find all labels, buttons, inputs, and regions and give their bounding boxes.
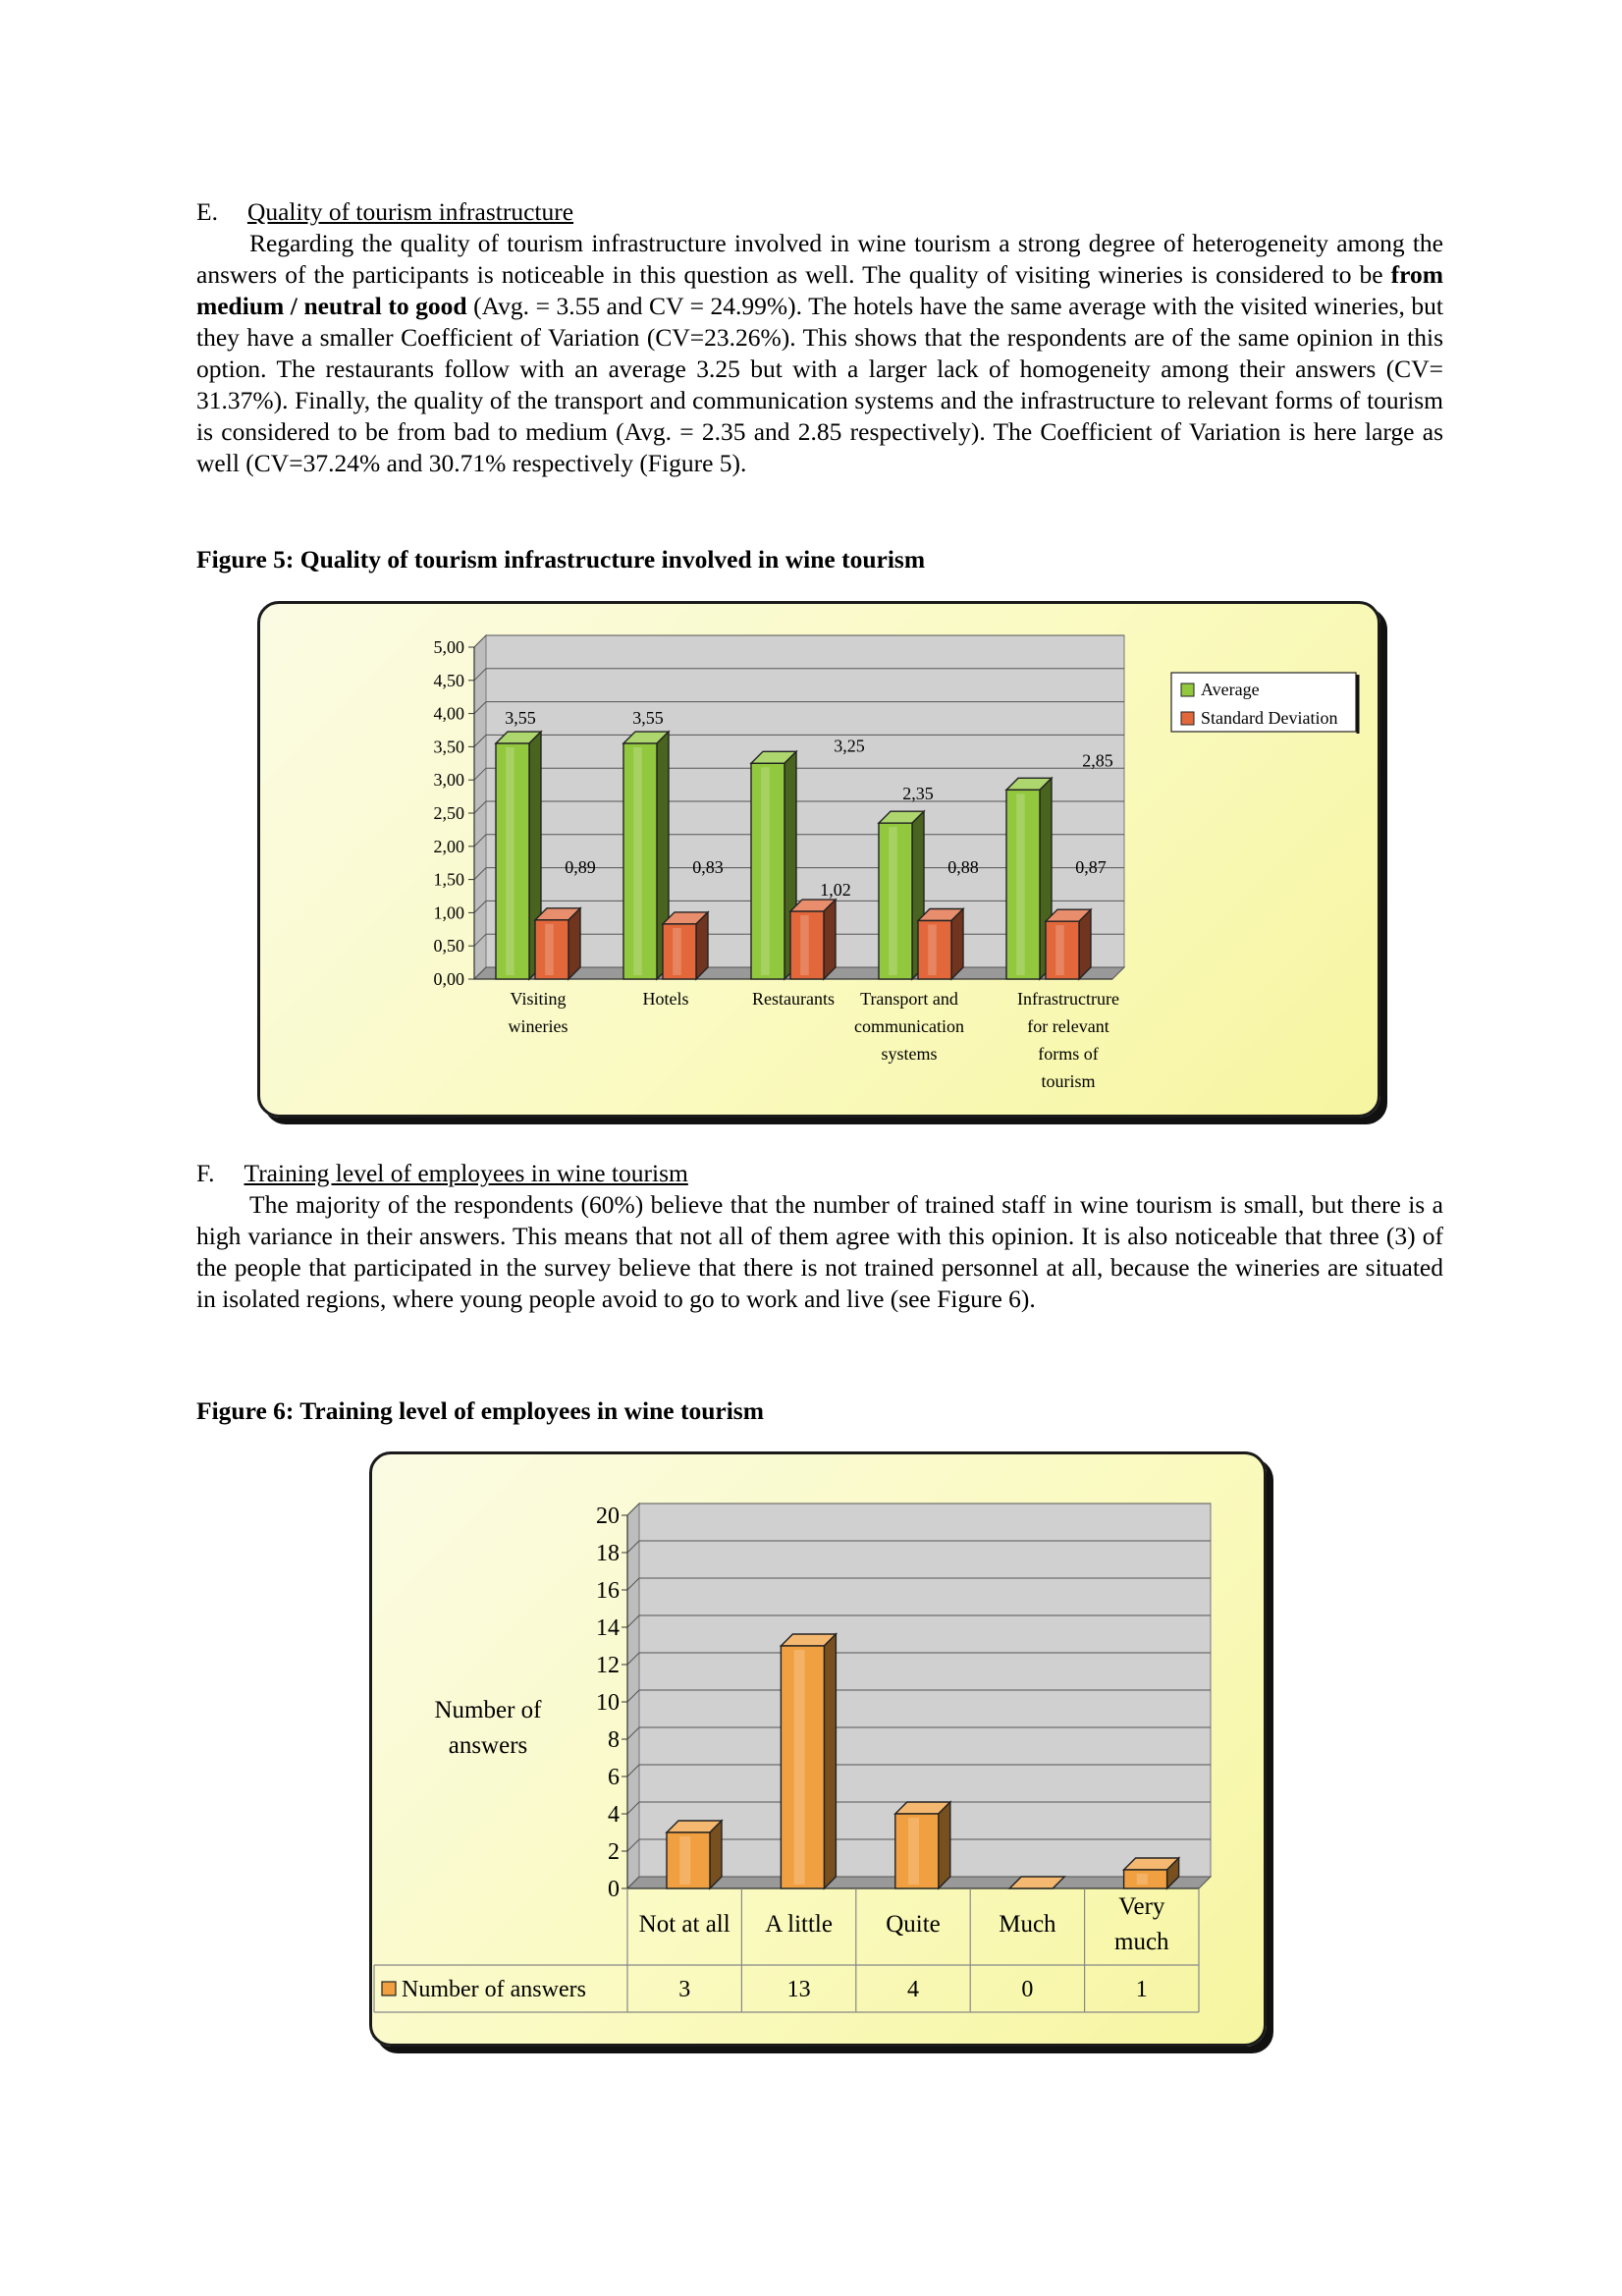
category-label: Transport and <box>860 989 958 1009</box>
stddev-bar-highlight <box>928 925 937 975</box>
section-f <box>196 1158 1443 1315</box>
stddev-bar-highlight <box>1055 925 1064 975</box>
table-value: 3 <box>678 1977 691 2002</box>
stddev-value-label: 1,02 <box>820 880 851 901</box>
average-bar-highlight <box>1016 793 1025 975</box>
average-bar-highlight <box>633 747 642 975</box>
y-tick-label: 4 <box>608 1802 620 1828</box>
answers-bar <box>781 1634 836 1888</box>
stddev-bar-highlight <box>545 924 554 975</box>
category-label: Restaurants <box>752 989 835 1009</box>
average-bar <box>1006 778 1052 979</box>
stddev-bar-side <box>568 908 580 979</box>
figure6-chart <box>372 1454 1264 2044</box>
legend-label-average: Average <box>1201 680 1260 699</box>
table-value: 0 <box>1021 1977 1034 2002</box>
category-label: tourism <box>1041 1071 1096 1091</box>
stddev-bar <box>663 912 708 979</box>
y-axis-title: Number of <box>434 1697 542 1723</box>
answers-bar-side <box>710 1821 722 1888</box>
y-tick-label: 2,00 <box>433 836 464 856</box>
section-e-body-pre: Regarding the quality of tourism infrastructure involved in wine tourism a strong degree of heterogeneity among the answers of the participants is noticeable in this question as well. The quality of visiting wineries is considered to be <box>196 229 1443 289</box>
stddev-bar-highlight <box>673 928 681 975</box>
section-f-heading <box>196 1158 1443 1189</box>
category-label: Infrastructrure <box>1017 989 1119 1009</box>
answers-bar-side <box>824 1634 836 1888</box>
category-label: forms of <box>1038 1044 1099 1064</box>
stddev-bar <box>1046 909 1091 979</box>
section-e <box>196 196 1443 479</box>
answers-bar-highlight <box>794 1650 805 1885</box>
average-bar-highlight <box>889 827 897 975</box>
y-tick-label: 12 <box>596 1653 620 1678</box>
stddev-bar-side <box>696 912 708 979</box>
section-e-heading <box>196 196 1443 228</box>
average-bar-highlight <box>761 767 770 975</box>
category-label: Visiting <box>510 989 567 1009</box>
answers-bar-highlight <box>908 1818 919 1885</box>
y-tick-label: 3,50 <box>433 737 464 757</box>
section-e-body-post: (Avg. = 3.55 and CV = 24.99%). The hotels have the same average with the visited wineries, but they have a smaller Coefficient of Variation (CV=23.26%). This shows that the respondents are of the same opinion in this option. The restaurants follow with an average 3.25 but with a larger lack of homogeneity among their answers (CV= 31.37%). Finally, the quality of the transport and communication systems and the infrastructure to relevant forms of tourism is considered to be from bad to medium (Avg. = 2.35 and 2.85 respectively). The Coefficient of Variation is here large as well (CV=37.24% and 30.71% respectively (Figure 5). <box>196 292 1443 477</box>
average-bar <box>751 751 796 979</box>
y-tick-label: 10 <box>596 1690 620 1716</box>
section-e-body <box>196 228 1443 479</box>
average-value-label: 3,25 <box>834 736 865 756</box>
stddev-value-label: 0,88 <box>947 856 979 877</box>
y-tick-label: 5,00 <box>433 637 464 657</box>
category-label: Very <box>1118 1893 1165 1920</box>
y-tick-label: 18 <box>596 1541 620 1566</box>
legend-label-stddev: Standard Deviation <box>1201 708 1338 728</box>
stddev-bar <box>918 909 963 979</box>
section-e-title: Quality of tourism infrastructure <box>246 197 574 226</box>
average-bar <box>879 811 924 979</box>
stddev-bar <box>535 908 580 979</box>
average-bar-highlight <box>506 747 514 975</box>
table-value: 13 <box>786 1977 811 2002</box>
average-value-label: 3,55 <box>632 708 664 729</box>
stddev-bar-highlight <box>800 915 809 975</box>
stddev-bar-side <box>1079 909 1091 979</box>
stddev-bar <box>790 900 836 979</box>
stddev-value-label: 0,87 <box>1075 856 1107 877</box>
y-tick-label: 1,50 <box>433 869 464 890</box>
y-tick-label: 6 <box>608 1765 620 1790</box>
category-label: systems <box>881 1044 938 1064</box>
category-label: communication <box>854 1016 964 1036</box>
stddev-value-label: 0,83 <box>692 856 724 877</box>
y-axis-title: answers <box>448 1732 528 1759</box>
category-label: Quite <box>886 1911 941 1938</box>
figure5-caption: Figure 5: Quality of tourism infrastructure involved in wine tourism <box>196 545 926 574</box>
answers-bar <box>667 1821 722 1888</box>
average-value-label: 2,85 <box>1082 750 1113 771</box>
section-e-letter: E. <box>196 197 218 226</box>
y-tick-label: 4,00 <box>433 703 464 724</box>
y-tick-label: 0,00 <box>433 969 464 989</box>
y-tick-label: 4,50 <box>433 670 464 690</box>
y-tick-label: 1,00 <box>433 902 464 923</box>
legend-swatch-stddev <box>1181 712 1194 725</box>
section-f-body: The majority of the respondents (60%) believe that the number of trained staff in wine tourism is small, but there is a high variance in their answers. This means that not all of them agree with this opinion. It is also noticeable that three (3) of the people that participated in the survey believe that there is not trained personnel at all, because the wineries are situated in isolated regions, where young people avoid to go to work and live (see Figure 6). <box>196 1190 1443 1313</box>
y-tick-label: 8 <box>608 1727 620 1753</box>
figure5-chart-box <box>257 601 1380 1118</box>
legend-swatch-average <box>1181 683 1194 696</box>
y-tick-label: 0,50 <box>433 936 464 957</box>
figure5-chart <box>260 604 1378 1115</box>
table-value: 1 <box>1135 1977 1148 2002</box>
legend-swatch-answers <box>382 1982 396 1995</box>
average-bar <box>496 732 541 979</box>
figure6-chart-box <box>369 1451 1267 2047</box>
y-tick-label: 14 <box>596 1615 620 1641</box>
table-value: 4 <box>907 1977 919 2002</box>
category-label: Not at all <box>638 1911 730 1938</box>
answers-bar <box>895 1802 950 1888</box>
category-label: Much <box>999 1911 1056 1938</box>
answers-bar-highlight <box>1137 1874 1148 1885</box>
section-f-title: Training level of employees in wine tourism <box>243 1159 688 1187</box>
average-value-label: 2,35 <box>902 784 934 804</box>
answers-bar-side <box>939 1802 950 1888</box>
answers-bar-highlight <box>679 1836 690 1885</box>
figure6-caption: Figure 6: Training level of employees in wine tourism <box>196 1396 764 1425</box>
average-value-label: 3,55 <box>505 708 536 729</box>
y-tick-label: 16 <box>596 1578 620 1604</box>
legend-label-answers: Number of answers <box>402 1977 586 2002</box>
category-label: much <box>1114 1929 1169 1955</box>
answers-bar <box>1124 1858 1179 1888</box>
section-e-body-bold: from medium / neutral to good <box>196 260 1443 320</box>
stddev-value-label: 0,89 <box>565 856 596 877</box>
y-tick-label: 2,50 <box>433 803 464 823</box>
y-tick-label: 2 <box>608 1839 620 1865</box>
category-label: A little <box>765 1911 833 1938</box>
y-tick-label: 20 <box>596 1503 620 1529</box>
category-label: Hotels <box>642 989 689 1009</box>
y-tick-label: 0 <box>608 1877 620 1902</box>
stddev-bar-side <box>824 900 836 979</box>
average-bar <box>623 732 669 979</box>
section-f-letter: F. <box>196 1159 215 1187</box>
category-label: wineries <box>508 1016 568 1036</box>
category-label: for relevant <box>1027 1016 1109 1036</box>
stddev-bar-side <box>951 909 963 979</box>
y-tick-label: 3,00 <box>433 770 464 791</box>
